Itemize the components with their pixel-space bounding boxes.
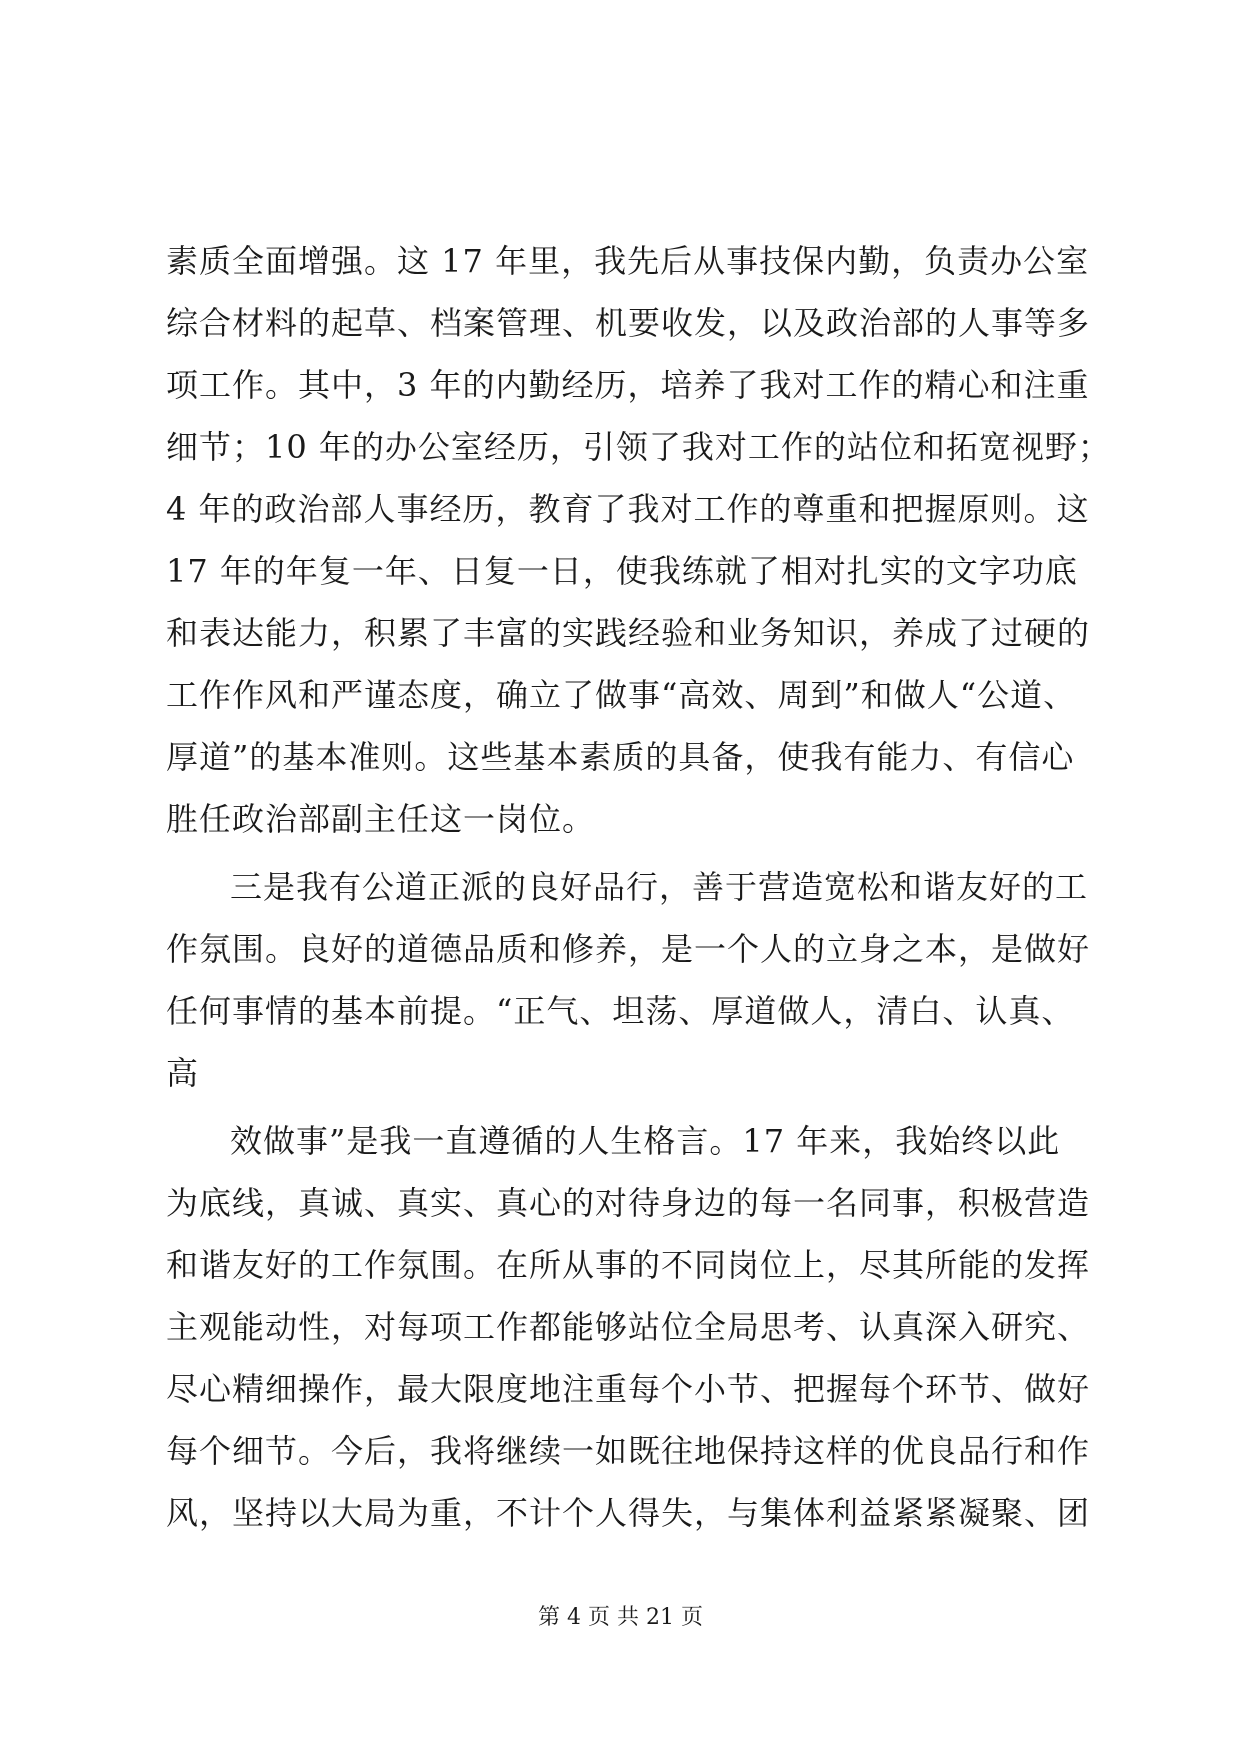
- text-line: 任何事情的基本前提。“正气、坦荡、厚道做人，清白、认真、: [166, 992, 1075, 1030]
- text-line: 和谐友好的工作氛围。在所从事的不同岗位上，尽其所能的发挥: [166, 1246, 1091, 1284]
- text-line: 高: [166, 1054, 200, 1092]
- text-line: 和表达能力，积累了丰富的实践经验和业务知识，养成了过硬的: [166, 614, 1091, 652]
- paragraph-start-line: 三是我有公道正派的良好品行，善于营造宽松和谐友好的工: [230, 868, 1089, 906]
- page-number-footer: 第 4 页 共 21 页: [538, 1605, 703, 1630]
- text-line: 细节；10 年的办公室经历，引领了我对工作的站位和拓宽视野；: [166, 428, 1111, 466]
- text-line: 尽心精细操作，最大限度地注重每个小节、把握每个环节、做好: [166, 1370, 1091, 1408]
- text-line: 胜任政治部副主任这一岗位。: [166, 800, 596, 838]
- text-line: 工作作风和严谨态度，确立了做事“高效、周到”和做人“公道、: [166, 676, 1077, 714]
- text-line: 4 年的政治部人事经历，教育了我对工作的尊重和把握原则。这: [166, 490, 1090, 528]
- text-line: 为底线，真诚、真实、真心的对待身边的每一名同事，积极营造: [166, 1184, 1091, 1222]
- text-line: 17 年的年复一年、日复一日，使我练就了相对扎实的文字功底: [166, 552, 1078, 590]
- document-body: [166, 230, 1111, 1544]
- paragraph-start-line: 效做事”是我一直遵循的人生格言。17 年来，我始终以此: [230, 1122, 1061, 1160]
- text-line: 风，坚持以大局为重，不计个人得失，与集体利益紧紧凝聚、团: [166, 1494, 1091, 1532]
- text-line: 素质全面增强。这 17 年里，我先后从事技保内勤，负责办公室: [166, 242, 1090, 280]
- text-line: 每个细节。今后，我将继续一如既往地保持这样的优良品行和作: [166, 1432, 1091, 1470]
- text-line: 作氛围。良好的道德品质和修养，是一个人的立身之本，是做好: [166, 930, 1091, 968]
- text-line: 厚道”的基本准则。这些基本素质的具备，使我有能力、有信心: [166, 738, 1075, 776]
- text-line: 综合材料的起草、档案管理、机要收发，以及政治部的人事等多: [166, 304, 1091, 342]
- text-line: 项工作。其中，3 年的内勤经历，培养了我对工作的精心和注重: [166, 366, 1090, 404]
- text-line: 主观能动性，对每项工作都能够站位全局思考、认真深入研究、: [166, 1308, 1091, 1346]
